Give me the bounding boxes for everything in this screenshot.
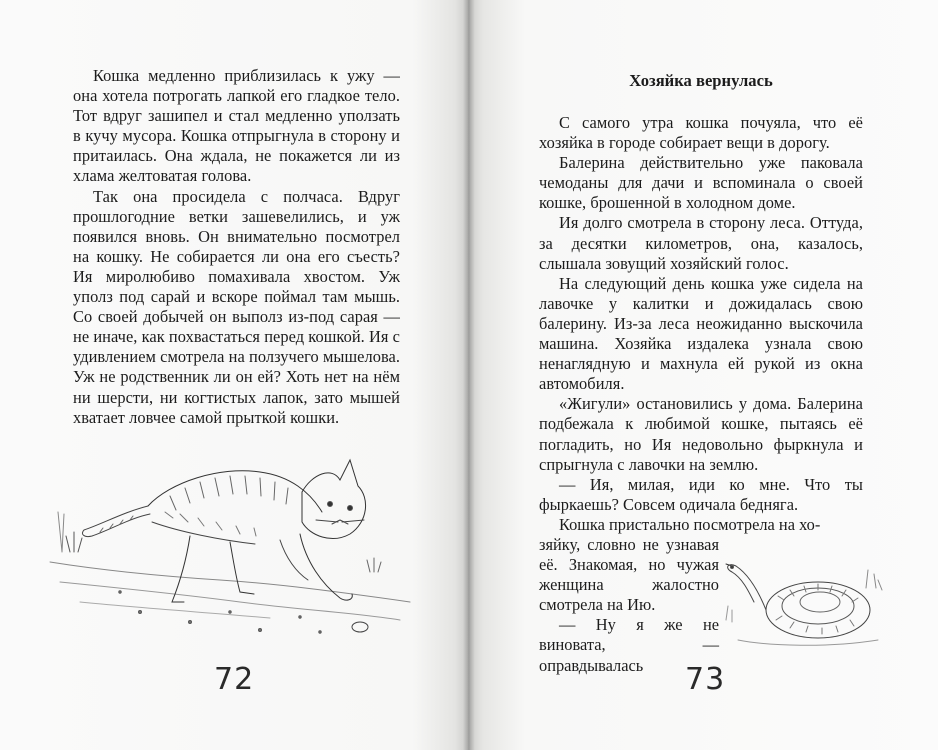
chapter-heading: Хозяйка вернулась [629,71,773,90]
left-page-text [73,66,400,428]
right-paragraph-6: — Ия, милая, иди ко мне. Что ты фыркаешь? Совсем одичала бедняга. [539,474,863,514]
right-paragraph-1: С самого утра кошка почуяла, что её хозяйка в городе собирает вещи в дорогу. [539,113,863,153]
left-paragraph-1: Кошка медленно приблизилась к ужу — она хотела потрогать лапкой его гладкое тело. Тот вдруг зашипел и стал медленно уползать в кучу мусора. Кошка отпрыгнула в сторону и притаилась. Она ждала, не покажется ли из хлама желтоватая голова. [73,66,400,186]
cat-stalking-illustration [40,452,420,647]
right-page-text [539,113,863,515]
page-number-left: 72 [214,662,255,697]
right-paragraph-5: «Жигули» остановились у дома. Балерина подбежала к любимой кошке, пытаясь её погладить, но Ия недовольно фыркнула и спрыгнула с лавочки на землю. [539,394,863,474]
book-gutter [463,0,475,750]
coiled-snake-illustration [718,540,888,650]
right-paragraph-3: Ия долго смотрела в сторону леса. Оттуда, за десятки километров, она, казалось, слышала зовущий хозяйский голос. [539,213,863,273]
right-paragraph-4: На следующий день кошка уже сидела на лавочке у калитки и дожидалась свою балерину. Из-за леса неожиданно выскочила машина. Хозяйка издалека узнала свою ненаглядную и махнула ей рукой из окна автомобиля. [539,273,863,394]
right-paragraph-7-first-line: Кошка пристально посмотрела на хо- [559,515,821,534]
right-paragraph-7-wrapped [539,535,719,676]
right-paragraph-8: — Ну я же не виновата, — оправдывалась [539,615,719,675]
left-paragraph-2: Так она просидела с полчаса. Вдруг прошлогодние ветки зашевелились, и уж появился вновь. Он внимательно посмотрел на кошку. Не собирается ли она его съесть? Ия миролюбиво помахивала хвостом. Уж уполз под сарай и вскоре поймал там мышь. Со своей добычей он выполз из-под сарая — не иначе, как похвастаться перед кошкой. Ия с удивлением смотрела на ползучего мышелова. Уж не родственник ли он ей? Хоть нет на нём ни шерсти, ни когтистых лапок, зато мышей хватает ловчее самой прыткой кошки. [73,186,400,427]
page-number-right: 73 [685,662,726,697]
right-paragraph-2: Балерина действительно уже паковала чемоданы для дачи и вспоминала о своей кошке, брошенной в холодном доме. [539,153,863,213]
right-paragraph-7-rest: зяйку, словно не узнавая её. Знакомая, но чужая женщина жалостно смотрела на Ию. [539,535,719,615]
